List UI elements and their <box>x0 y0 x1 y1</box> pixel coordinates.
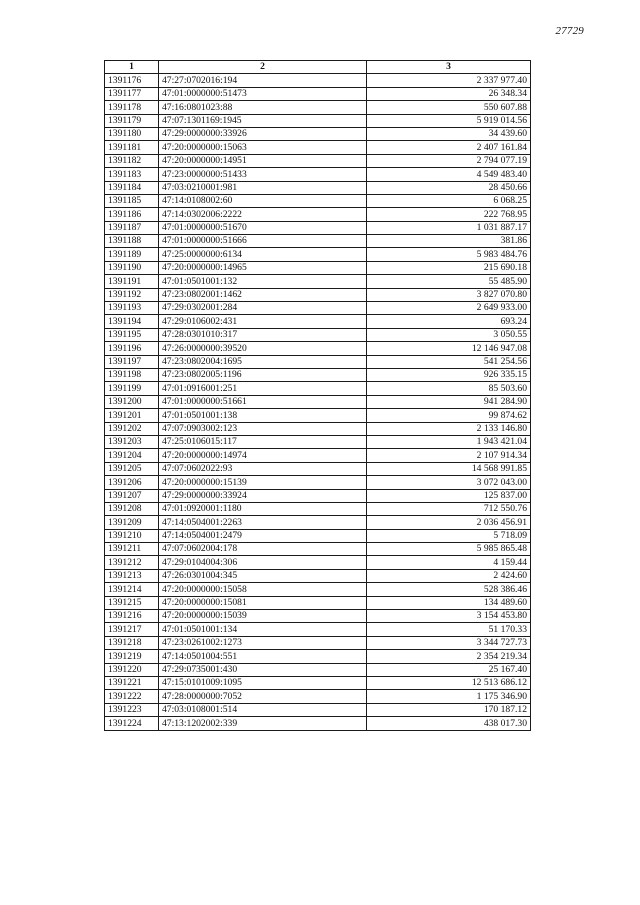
cadastral-number-cell: 47:25:0000000:6134 <box>159 248 367 261</box>
table-row <box>105 583 531 596</box>
row-number-cell: 1391185 <box>105 194 159 207</box>
table-row <box>105 141 531 154</box>
table-row <box>105 703 531 716</box>
value-cell: 5 985 865.48 <box>367 543 531 556</box>
table-row <box>105 623 531 636</box>
row-number-cell: 1391215 <box>105 596 159 609</box>
row-number-cell: 1391211 <box>105 543 159 556</box>
table-row <box>105 529 531 542</box>
value-cell: 51 170.33 <box>367 623 531 636</box>
row-number-cell: 1391224 <box>105 717 159 730</box>
row-number-cell: 1391194 <box>105 315 159 328</box>
table-row <box>105 368 531 381</box>
table-row <box>105 569 531 582</box>
value-cell: 222 768.95 <box>367 208 531 221</box>
row-number-cell: 1391186 <box>105 208 159 221</box>
row-number-cell: 1391200 <box>105 395 159 408</box>
row-number-cell: 1391178 <box>105 101 159 114</box>
value-cell: 170 187.12 <box>367 703 531 716</box>
cadastral-number-cell: 47:01:0000000:51666 <box>159 235 367 248</box>
row-number-cell: 1391181 <box>105 141 159 154</box>
table-row <box>105 596 531 609</box>
value-cell: 3 072 043.00 <box>367 476 531 489</box>
row-number-cell: 1391191 <box>105 275 159 288</box>
value-cell: 1 031 887.17 <box>367 221 531 234</box>
cadastral-number-cell: 47:23:0802004:1695 <box>159 355 367 368</box>
cadastral-number-cell: 47:23:0802005:1196 <box>159 368 367 381</box>
table-row <box>105 235 531 248</box>
value-cell: 693.24 <box>367 315 531 328</box>
row-number-cell: 1391217 <box>105 623 159 636</box>
cadastral-number-cell: 47:23:0802001:1462 <box>159 288 367 301</box>
cadastral-number-cell: 47:01:0501001:138 <box>159 409 367 422</box>
row-number-cell: 1391221 <box>105 676 159 689</box>
table-row <box>105 409 531 422</box>
table-row <box>105 449 531 462</box>
value-cell: 25 167.40 <box>367 663 531 676</box>
row-number-cell: 1391193 <box>105 302 159 315</box>
value-cell: 3 827 070.80 <box>367 288 531 301</box>
cadastral-number-cell: 47:16:0801023:88 <box>159 101 367 114</box>
table-row <box>105 248 531 261</box>
row-number-cell: 1391222 <box>105 690 159 703</box>
row-number-cell: 1391205 <box>105 462 159 475</box>
table-row <box>105 208 531 221</box>
table-row <box>105 342 531 355</box>
cadastral-number-cell: 47:29:0000000:33926 <box>159 127 367 140</box>
value-cell: 2 649 933.00 <box>367 302 531 315</box>
cadastral-number-cell: 47:29:0302001:284 <box>159 302 367 315</box>
value-cell: 941 284.90 <box>367 395 531 408</box>
value-cell: 2 036 456.91 <box>367 516 531 529</box>
cadastral-number-cell: 47:29:0000000:33924 <box>159 489 367 502</box>
table-row <box>105 87 531 100</box>
table-row <box>105 435 531 448</box>
table-row <box>105 462 531 475</box>
row-number-cell: 1391219 <box>105 650 159 663</box>
value-cell: 28 450.66 <box>367 181 531 194</box>
value-cell: 26 348.34 <box>367 87 531 100</box>
value-cell: 12 146 947.08 <box>367 342 531 355</box>
table-row <box>105 74 531 87</box>
row-number-cell: 1391179 <box>105 114 159 127</box>
row-number-cell: 1391190 <box>105 261 159 274</box>
cadastral-number-cell: 47:20:0000000:15058 <box>159 583 367 596</box>
value-cell: 3 154 453.80 <box>367 610 531 623</box>
row-number-cell: 1391176 <box>105 74 159 87</box>
row-number-cell: 1391203 <box>105 435 159 448</box>
value-cell: 34 439.60 <box>367 127 531 140</box>
table-row <box>105 275 531 288</box>
table-row <box>105 676 531 689</box>
table-row <box>105 476 531 489</box>
value-cell: 134 489.60 <box>367 596 531 609</box>
row-number-cell: 1391210 <box>105 529 159 542</box>
cadastral-number-cell: 47:29:0735001:430 <box>159 663 367 676</box>
value-cell: 14 568 991.85 <box>367 462 531 475</box>
row-number-cell: 1391206 <box>105 476 159 489</box>
cadastral-number-cell: 47:26:0301004:345 <box>159 569 367 582</box>
table-row <box>105 114 531 127</box>
value-cell: 712 550.76 <box>367 502 531 515</box>
cadastral-number-cell: 47:07:0903002:123 <box>159 422 367 435</box>
cadastral-number-cell: 47:01:0000000:51473 <box>159 87 367 100</box>
value-cell: 5 983 484.76 <box>367 248 531 261</box>
value-cell: 6 068.25 <box>367 194 531 207</box>
row-number-cell: 1391180 <box>105 127 159 140</box>
row-number-cell: 1391212 <box>105 556 159 569</box>
cadastral-number-cell: 47:03:0210001:981 <box>159 181 367 194</box>
cadastral-number-cell: 47:01:0000000:51661 <box>159 395 367 408</box>
value-cell: 438 017.30 <box>367 717 531 730</box>
cadastral-number-cell: 47:14:0108002:60 <box>159 194 367 207</box>
value-cell: 2 354 219.34 <box>367 650 531 663</box>
cadastral-number-cell: 47:20:0000000:14965 <box>159 261 367 274</box>
table-row <box>105 422 531 435</box>
value-cell: 4 159.44 <box>367 556 531 569</box>
cadastral-number-cell: 47:13:1202002:339 <box>159 717 367 730</box>
cadastral-number-cell: 47:29:0106002:431 <box>159 315 367 328</box>
value-cell: 12 513 686.12 <box>367 676 531 689</box>
cadastral-number-cell: 47:26:0000000:39520 <box>159 342 367 355</box>
cadastral-number-cell: 47:03:0108001:514 <box>159 703 367 716</box>
row-number-cell: 1391213 <box>105 569 159 582</box>
value-cell: 528 386.46 <box>367 583 531 596</box>
row-number-cell: 1391192 <box>105 288 159 301</box>
table-row <box>105 690 531 703</box>
table-row <box>105 382 531 395</box>
row-number-cell: 1391197 <box>105 355 159 368</box>
table-row <box>105 717 531 730</box>
table-row <box>105 302 531 315</box>
row-number-cell: 1391198 <box>105 368 159 381</box>
table-row <box>105 328 531 341</box>
table-row <box>105 502 531 515</box>
cadastral-number-cell: 47:01:0000000:51670 <box>159 221 367 234</box>
row-number-cell: 1391183 <box>105 168 159 181</box>
cadastral-number-cell: 47:20:0000000:14974 <box>159 449 367 462</box>
value-cell: 215 690.18 <box>367 261 531 274</box>
cadastral-number-cell: 47:20:0000000:15039 <box>159 610 367 623</box>
row-number-cell: 1391209 <box>105 516 159 529</box>
cadastral-number-cell: 47:07:0602022:93 <box>159 462 367 475</box>
header-col-2: 2 <box>159 61 367 74</box>
row-number-cell: 1391187 <box>105 221 159 234</box>
value-cell: 2 133 146.80 <box>367 422 531 435</box>
cadastral-number-cell: 47:23:0000000:51433 <box>159 168 367 181</box>
table-row <box>105 610 531 623</box>
value-cell: 2 424.60 <box>367 569 531 582</box>
value-cell: 381.86 <box>367 235 531 248</box>
cadastral-number-cell: 47:14:0501004:551 <box>159 650 367 663</box>
table-row <box>105 168 531 181</box>
table-row <box>105 194 531 207</box>
row-number-cell: 1391184 <box>105 181 159 194</box>
row-number-cell: 1391214 <box>105 583 159 596</box>
row-number-cell: 1391204 <box>105 449 159 462</box>
table-row <box>105 261 531 274</box>
table-row <box>105 355 531 368</box>
cadastral-number-cell: 47:28:0000000:7052 <box>159 690 367 703</box>
cadastral-number-cell: 47:28:0301010:317 <box>159 328 367 341</box>
table-row <box>105 154 531 167</box>
table-row <box>105 395 531 408</box>
cadastral-number-cell: 47:14:0302006:2222 <box>159 208 367 221</box>
value-cell: 4 549 483.40 <box>367 168 531 181</box>
value-cell: 5 919 014.56 <box>367 114 531 127</box>
cadastral-number-cell: 47:01:0916001:251 <box>159 382 367 395</box>
header-col-1: 1 <box>105 61 159 74</box>
row-number-cell: 1391189 <box>105 248 159 261</box>
value-cell: 85 503.60 <box>367 382 531 395</box>
value-cell: 55 485.90 <box>367 275 531 288</box>
value-cell: 125 837.00 <box>367 489 531 502</box>
table-row <box>105 181 531 194</box>
page-number: 27729 <box>555 25 584 37</box>
table-body <box>105 74 531 730</box>
table-row <box>105 315 531 328</box>
row-number-cell: 1391177 <box>105 87 159 100</box>
row-number-cell: 1391195 <box>105 328 159 341</box>
cadastral-number-cell: 47:29:0104004:306 <box>159 556 367 569</box>
value-cell: 2 337 977.40 <box>367 74 531 87</box>
row-number-cell: 1391223 <box>105 703 159 716</box>
row-number-cell: 1391216 <box>105 610 159 623</box>
row-number-cell: 1391220 <box>105 663 159 676</box>
table-row <box>105 489 531 502</box>
row-number-cell: 1391202 <box>105 422 159 435</box>
cadastral-number-cell: 47:07:1301169:1945 <box>159 114 367 127</box>
table-row <box>105 556 531 569</box>
row-number-cell: 1391199 <box>105 382 159 395</box>
table-row <box>105 516 531 529</box>
table-row <box>105 101 531 114</box>
row-number-cell: 1391188 <box>105 235 159 248</box>
table-row <box>105 221 531 234</box>
cadastral-number-cell: 47:14:0504001:2263 <box>159 516 367 529</box>
cadastral-number-cell: 47:25:0106015:117 <box>159 435 367 448</box>
value-cell: 541 254.56 <box>367 355 531 368</box>
value-cell: 926 335.15 <box>367 368 531 381</box>
row-number-cell: 1391182 <box>105 154 159 167</box>
cadastral-number-cell: 47:27:0702016:194 <box>159 74 367 87</box>
table-row <box>105 288 531 301</box>
cadastral-number-cell: 47:14:0504001:2479 <box>159 529 367 542</box>
value-cell: 1 175 346.90 <box>367 690 531 703</box>
cadastral-number-cell: 47:15:0101009:1095 <box>159 676 367 689</box>
table-row <box>105 636 531 649</box>
value-cell: 3 344 727.73 <box>367 636 531 649</box>
cadastral-number-cell: 47:23:0261002:1273 <box>159 636 367 649</box>
value-cell: 1 943 421.04 <box>367 435 531 448</box>
row-number-cell: 1391201 <box>105 409 159 422</box>
table-row <box>105 543 531 556</box>
value-cell: 2 407 161.84 <box>367 141 531 154</box>
cadastral-number-cell: 47:01:0501001:132 <box>159 275 367 288</box>
value-cell: 2 107 914.34 <box>367 449 531 462</box>
row-number-cell: 1391218 <box>105 636 159 649</box>
data-table <box>104 60 531 731</box>
table-row <box>105 650 531 663</box>
row-number-cell: 1391208 <box>105 502 159 515</box>
cadastral-number-cell: 47:20:0000000:15081 <box>159 596 367 609</box>
value-cell: 99 874.62 <box>367 409 531 422</box>
table-row <box>105 127 531 140</box>
value-cell: 3 050.55 <box>367 328 531 341</box>
cadastral-number-cell: 47:20:0000000:15139 <box>159 476 367 489</box>
row-number-cell: 1391207 <box>105 489 159 502</box>
header-col-3: 3 <box>367 61 531 74</box>
table-header <box>105 61 531 74</box>
value-cell: 5 718.09 <box>367 529 531 542</box>
table-row <box>105 663 531 676</box>
value-cell: 550 607.88 <box>367 101 531 114</box>
value-cell: 2 794 077.19 <box>367 154 531 167</box>
cadastral-number-cell: 47:01:0501001:134 <box>159 623 367 636</box>
cadastral-number-cell: 47:20:0000000:15063 <box>159 141 367 154</box>
header-row <box>105 61 531 74</box>
cadastral-number-cell: 47:07:0602004:178 <box>159 543 367 556</box>
row-number-cell: 1391196 <box>105 342 159 355</box>
cadastral-number-cell: 47:01:0920001:1180 <box>159 502 367 515</box>
cadastral-number-cell: 47:20:0000000:14951 <box>159 154 367 167</box>
